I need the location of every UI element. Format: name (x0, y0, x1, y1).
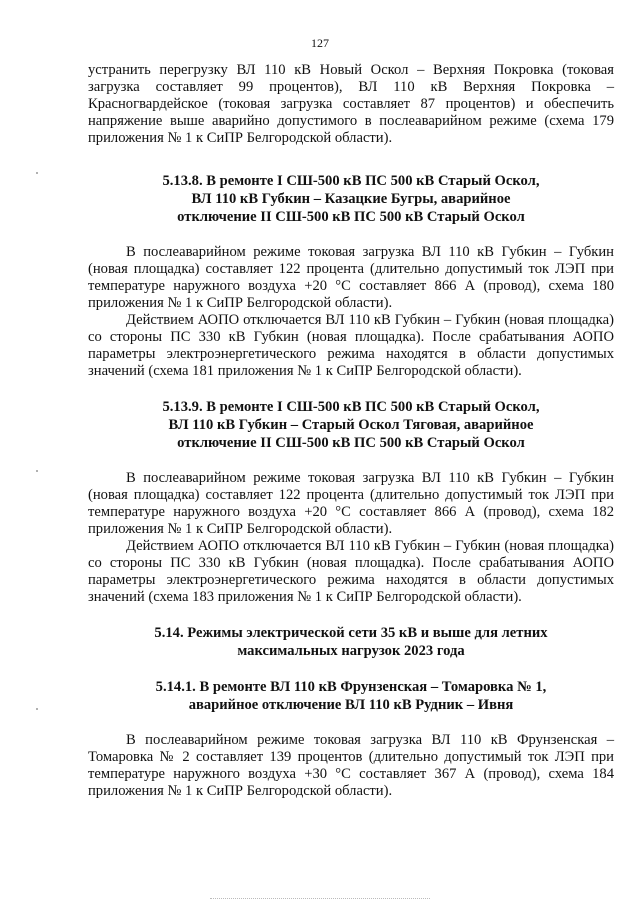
heading-line: 5.14. Режимы электрической сети 35 кВ и выше для летних (154, 625, 548, 641)
document-body (88, 62, 614, 800)
paragraph: В послеаварийном режиме токовая загрузка ВЛ 110 кВ Фрунзенская – Томаровка № 2 составляет 139 процентов (длительно допустимый ток ЛЭП при температуре наружного воздуха +30 °С составляет 367 А (провод), схема 184 приложения № 1 к СиПР Белгородской области). (88, 732, 614, 799)
scan-speck (36, 172, 38, 174)
paragraph: Действием АОПО отключается ВЛ 110 кВ Губкин – Губкин (новая площадка) со стороны ПС 330 кВ Губкин (новая площадка). После срабатывания АОПО параметры электроэнергетического режима находятся в области допустимых значений (схема 183 приложения № 1 к СиПР Белгородской области). (88, 538, 614, 605)
paragraph: В послеаварийном режиме токовая загрузка ВЛ 110 кВ Губкин – Губкин (новая площадка) составляет 122 процента (длительно допустимый ток ЛЭП при температуре наружного воздуха +20 °С составляет 866 А (провод), схема 182 приложения № 1 к СиПР Белгородской области). (88, 470, 614, 537)
paragraph-continuation: устранить перегрузку ВЛ 110 кВ Новый Оскол – Верхняя Покровка (токовая загрузка составляет 99 процентов), ВЛ 110 кВ Верхняя Покровка – Красногвардейское (токовая загрузка составляет 87 процентов) и обеспечить напряжение выше аварийно допустимого в послеаварийном режиме (схема 179 приложения № 1 к СиПР Белгородской области). (88, 62, 614, 146)
section-heading-5-13-8 (88, 172, 614, 226)
page-number: 127 (311, 36, 329, 50)
paragraph: Действием АОПО отключается ВЛ 110 кВ Губкин – Губкин (новая площадка) со стороны ПС 330 кВ Губкин (новая площадка). После срабатывания АОПО параметры электроэнергетического режима находятся в области допустимых значений (схема 181 приложения № 1 к СиПР Белгородской области). (88, 312, 614, 379)
heading-line: отключение II СШ-500 кВ ПС 500 кВ Старый Оскол (177, 435, 525, 451)
heading-line: 5.13.8. В ремонте I СШ-500 кВ ПС 500 кВ Старый Оскол, (162, 173, 540, 189)
scan-speck (36, 708, 38, 710)
scan-dotted-line (210, 898, 430, 900)
heading-line: 5.13.9. В ремонте I СШ-500 кВ ПС 500 кВ Старый Оскол, (162, 399, 540, 415)
scan-speck (36, 470, 38, 472)
section-heading-5-14 (88, 624, 614, 660)
heading-line: ВЛ 110 кВ Губкин – Казацкие Бугры, аварийное (191, 191, 511, 207)
heading-line: аварийное отключение ВЛ 110 кВ Рудник – Ивня (188, 697, 514, 713)
heading-line: отключение II СШ-500 кВ ПС 500 кВ Старый Оскол (177, 209, 525, 225)
heading-line: максимальных нагрузок 2023 года (237, 643, 465, 659)
heading-line: ВЛ 110 кВ Губкин – Старый Оскол Тяговая, аварийное (168, 417, 534, 433)
section-heading-5-14-1 (88, 678, 614, 714)
paragraph: В послеаварийном режиме токовая загрузка ВЛ 110 кВ Губкин – Губкин (новая площадка) составляет 122 процента (длительно допустимый ток ЛЭП при температуре наружного воздуха +20 °С составляет 866 А (провод), схема 180 приложения № 1 к СиПР Белгородской области). (88, 244, 614, 311)
heading-line: 5.14.1. В ремонте ВЛ 110 кВ Фрунзенская – Томаровка № 1, (155, 679, 547, 695)
section-heading-5-13-9 (88, 398, 614, 452)
